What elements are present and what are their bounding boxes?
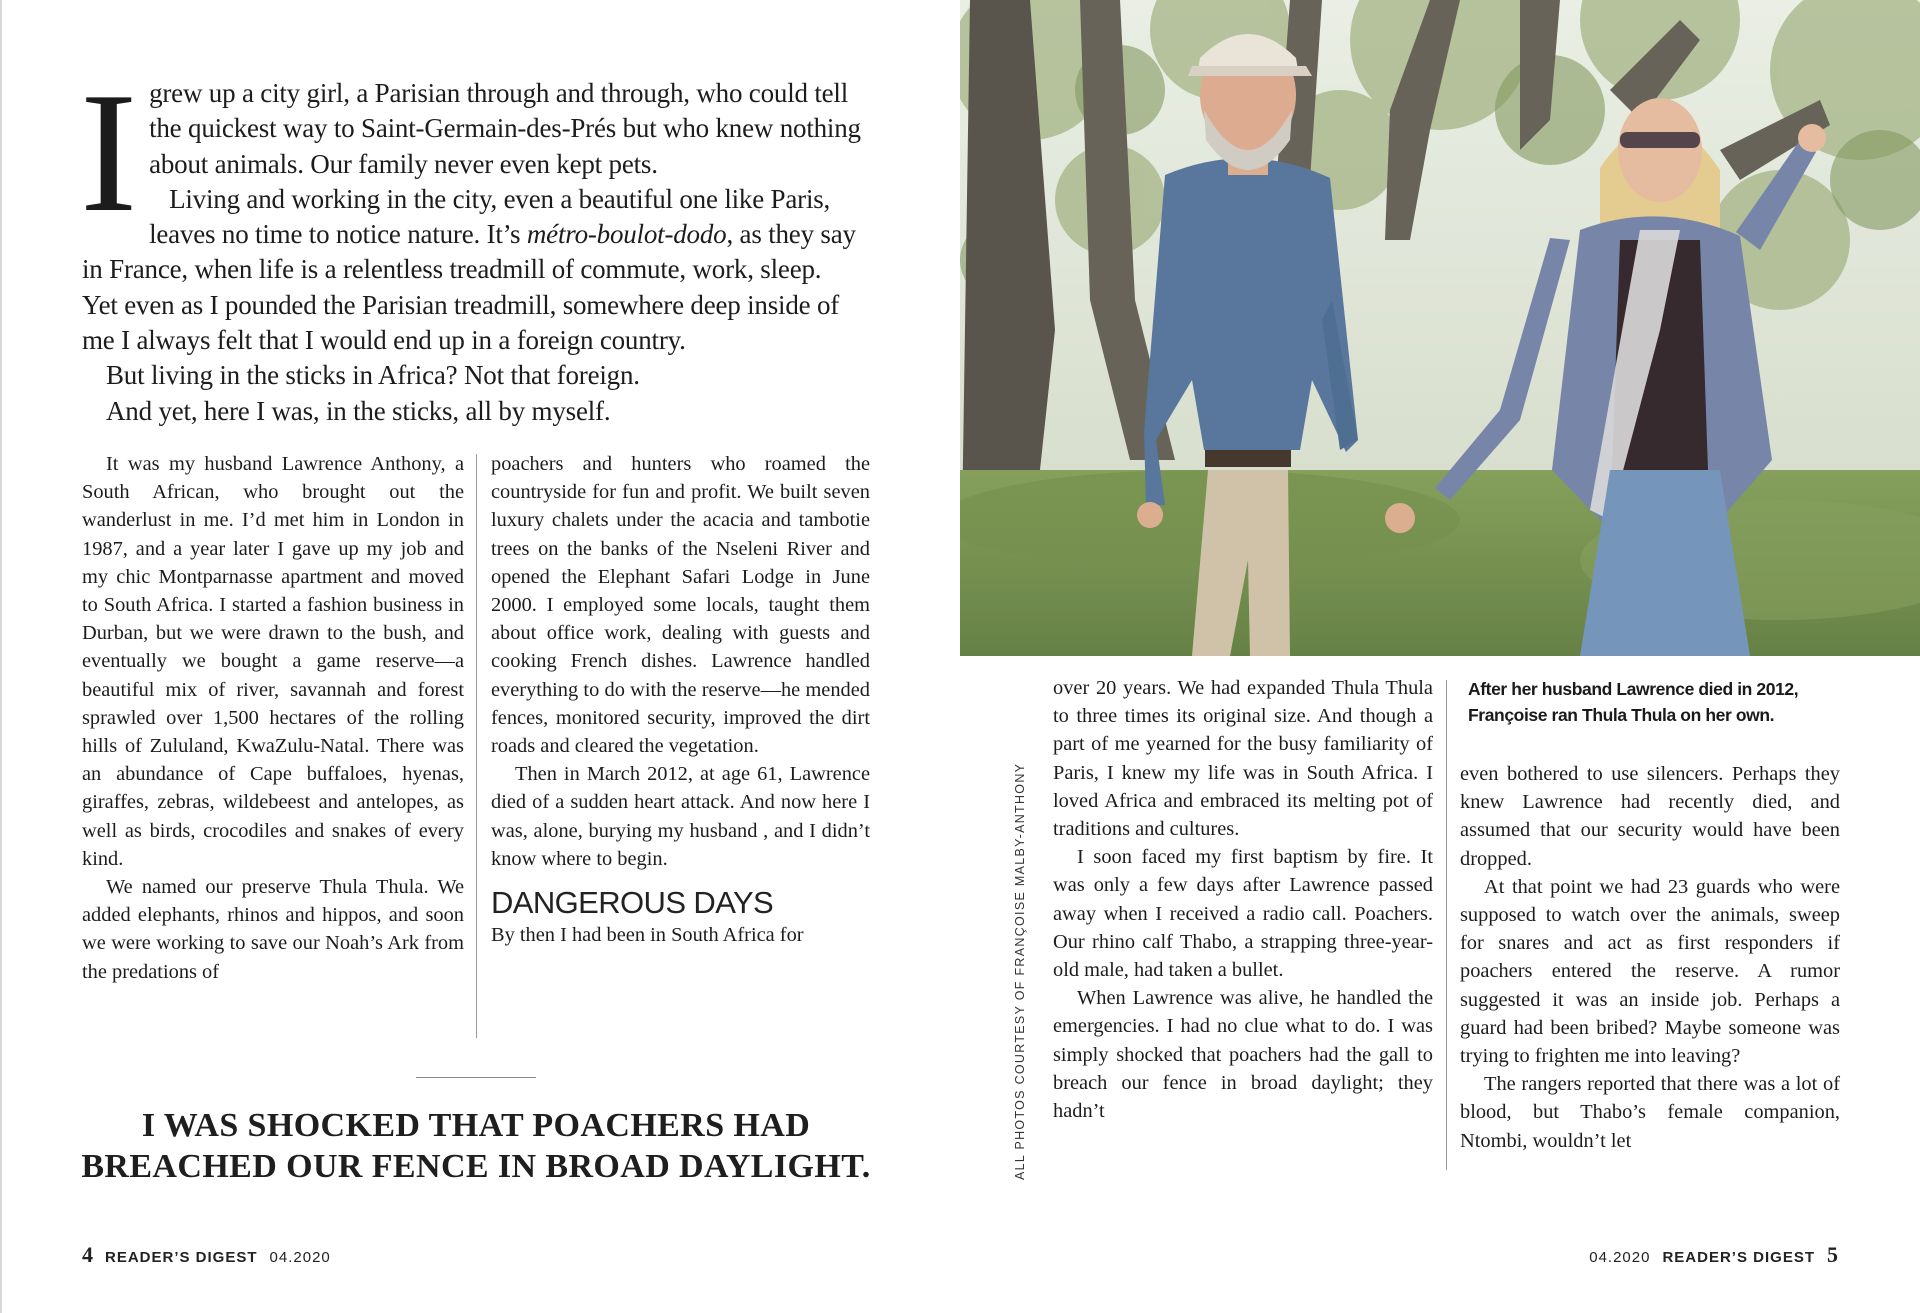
body-paragraph: The rangers reported that there was a lot of blood, but Thabo’s female companion, Ntombi, wouldn’t let: [1460, 1073, 1840, 1152]
left-column-2: [491, 450, 870, 949]
body-paragraph: At that point we had 23 guards who were supposed to watch over the animals, sweep for snares and act as first responders if poachers entered the reserve. A rumor suggested it was an inside job. Perhaps a guard had been bribed? Maybe someone was trying to frighten me into leaving?: [1460, 875, 1840, 1068]
body-paragraph: even bothered to use silencers. Perhaps they knew Lawrence had recently died, and assumed that our security would have been dropped.: [1460, 763, 1840, 870]
photo-credit: ALL PHOTOS COURTESY OF FRANÇOISE MALBY-ANTHONY: [1013, 762, 1027, 1180]
issue-date: 04.2020: [269, 1249, 331, 1266]
intro-text: [80, 58, 862, 429]
column-divider: [476, 454, 477, 1038]
pullquote: I WAS SHOCKED THAT POACHERS HAD BREACHED OUR FENCE IN BROAD DAYLIGHT.: [81, 1107, 871, 1185]
intro-paragraph-3: But living in the sticks in Africa? Not that foreign.: [106, 360, 640, 391]
couple-photo: [960, 0, 1920, 656]
photo-caption: After her husband Lawrence died in 2012, Françoise ran Thula Thula on her own.: [1468, 679, 1799, 725]
body-paragraph: It was my husband Lawrence Anthony, a South African, who brought out the wanderlust in me. I’d met him in London in 1987, and a year later I gave up my job and my chic Montparnasse apartment and moved to South Africa. I started a fashion business in Durban, but we were drawn to the bush, and eventually we bought a game reserve—a beautiful mix of river, savannah and forest sprawled over 1,500 hectares of the rolling hills of Zululand, KwaZulu-Natal. There was an abundance of Cape buffaloes, hyenas, giraffes, zebras, wildebeest and antelopes, as well as birds, crocodiles and snakes of every kind.: [82, 453, 464, 870]
page-number: 4: [82, 1242, 93, 1267]
body-paragraph: Then in March 2012, at age 61, Lawrence died of a sudden heart attack. And now here I was, alone, burying my husband , and I didn’t know where to begin.: [491, 763, 870, 870]
intro-paragraph-1: grew up a city girl, a Parisian through and through, who could tell the quickest way to Saint-Germain-des-Prés but who knew nothing about animals. Our family never even kept pets.: [149, 78, 861, 179]
magazine-name: READER’S DIGEST: [1662, 1249, 1815, 1266]
body-paragraph: By then I had been in South Africa for: [491, 924, 804, 947]
pullquote-rule: [416, 1077, 536, 1078]
intro-paragraph-4: And yet, here I was, in the sticks, all by myself.: [106, 395, 611, 426]
issue-date: 04.2020: [1589, 1249, 1651, 1266]
right-column-1: [1053, 674, 1433, 1125]
body-paragraph: When Lawrence was alive, he handled the emergencies. I had no clue what to do. I was simply shocked that poachers had the gall to breach our fence in broad daylight; they hadn’t: [1053, 987, 1433, 1123]
body-paragraph: I soon faced my first baptism by fire. It was only a few days after Lawrence passed away when I received a radio call. Poachers. Our rhino calf Thabo, a strapping three-year-old male, had taken a bullet.: [1053, 846, 1433, 982]
photo-illustration: [960, 0, 1920, 656]
right-column-2: [1460, 760, 1840, 1155]
folio-right: [1589, 1242, 1838, 1268]
body-paragraph: over 20 years. We had expanded Thula Thula to three times its original size. And though a part of me yearned for the busy familiarity of Paris, I knew my life was in South Africa. I loved Africa and embraced its melting pot of traditions and cultures.: [1053, 677, 1433, 841]
column-divider: [1446, 680, 1447, 1170]
page-number: 5: [1827, 1242, 1838, 1267]
body-paragraph: We named our preserve Thula Thula. We added elephants, rhinos and hippos, and soon we were working to save our Noah’s Ark from the predations of: [82, 876, 464, 983]
magazine-name: READER’S DIGEST: [105, 1249, 258, 1266]
body-paragraph: poachers and hunters who roamed the countryside for fun and profit. We built seven luxury chalets under the acacia and tambotie trees on the banks of the Nseleni River and opened the Elephant Safari Lodge in June 2000. I employed some locals, taught them about office work, dealing with guests and cooking French dishes. Lawrence handled everything to do with the reserve—he mended fences, monitored security, improved the dirt roads and cleared the vegetation.: [491, 453, 870, 758]
intro-paragraph-2: Living and working in the city, even a beautiful one like Paris, leaves no time to notice nature. It’s métro-boulot-dodo, as they say in France, when life is a relentless treadmill of commute, work, sleep. Yet even as I pounded the Parisian treadmill, somewhere deep inside of me I always felt that I would end up in a foreign country.: [82, 183, 856, 356]
folio-left: [82, 1242, 331, 1268]
left-column-1: [82, 450, 464, 986]
section-subhead: DANGEROUS DAYS: [491, 885, 774, 921]
drop-cap: I: [80, 58, 138, 248]
